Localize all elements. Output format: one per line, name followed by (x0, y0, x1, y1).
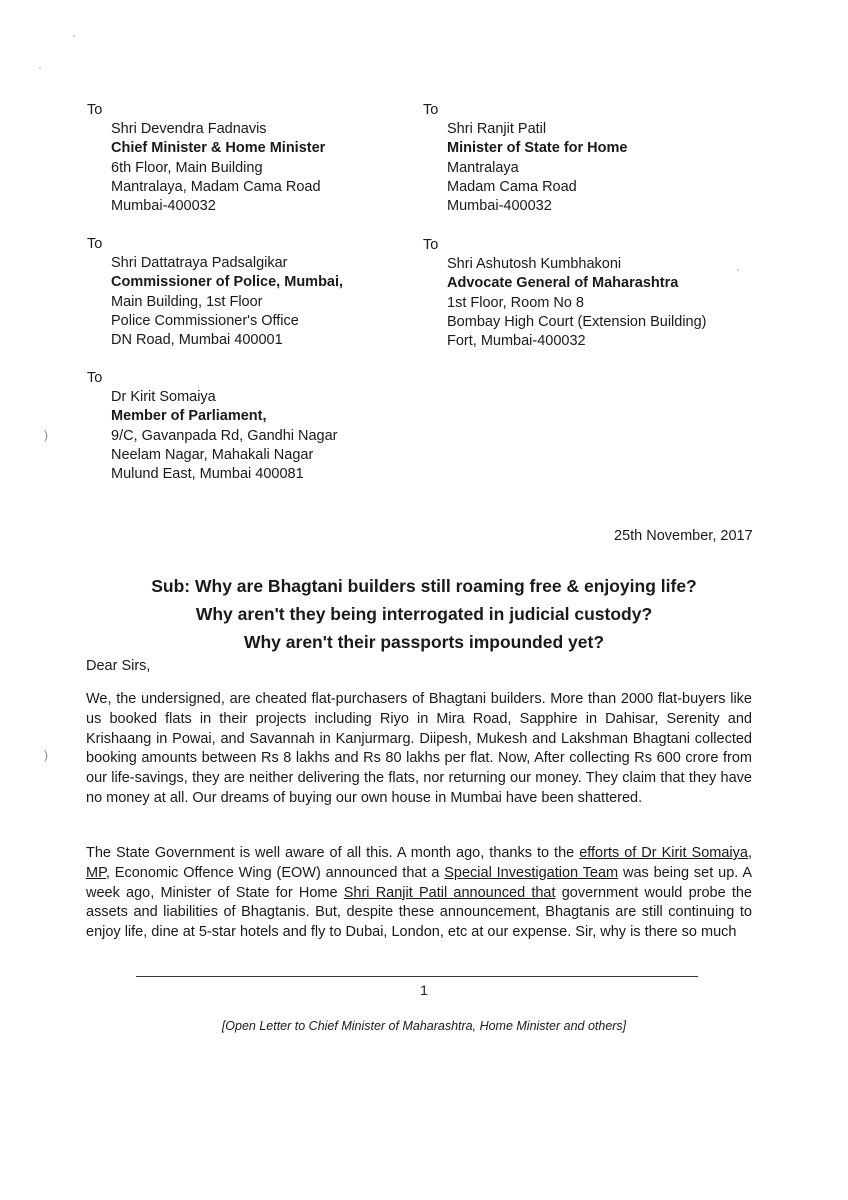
addressee-title: Commissioner of Police, Mumbai, (111, 274, 344, 291)
paragraph-text: was being set up. A week ago, Minister of State for Home (86, 864, 753, 901)
scan-speck: ) (44, 748, 48, 762)
subject-line: Sub: Why are Bhagtani builders still roaming free & enjoying life? (151, 576, 697, 596)
subject-line: Why aren't their passports impounded yet? (243, 632, 605, 652)
addressee-block-5 (87, 369, 338, 484)
footer-divider (136, 976, 698, 977)
paragraph-text: government would probe the assets and liabilities of Bhagtanis. But, despite these announcement, Bhagtanis are still continuing to enjoy life, dine at 5-star hotels and fly to Dubai, London, etc at our expense. Sir, why is there so much (86, 884, 752, 941)
scan-speck: · (736, 262, 740, 276)
to-label: To (87, 236, 103, 252)
to-label: To (87, 370, 103, 386)
subject-line: Why aren't they being interrogated in judicial custody? (195, 604, 653, 624)
salutation: Dear Sirs, (86, 658, 151, 674)
addressee-block-1 (87, 101, 326, 216)
address-line: Mumbai-400032 (111, 198, 216, 215)
addressee-name: Shri Devendra Fadnavis (111, 121, 267, 138)
addressee-name: Shri Ranjit Patil (447, 121, 547, 138)
scan-speck: · (38, 60, 42, 74)
scan-speck: ) (44, 428, 48, 442)
addressee-title: Member of Parliament, (111, 408, 267, 425)
address-line: Mantralaya (447, 159, 519, 176)
addressee-title: Minister of State for Home (447, 140, 628, 157)
body-paragraph-1: We, the undersigned, are cheated flat-purchasers of Bhagtani builders. More than 2000 flat-buyers like us booked flats in their projects including Riyo in Mira Road, Sapphire in Dahisar, Serenity and Krishaang in Powai, and Savannah in Kanjurmarg. Diipesh, Mukesh and Lakshman Bhagtani collected booking amounts between Rs 8 lakhs and Rs 80 lakhs per flat. Now, After collecting Rs 600 crore from our life-savings, they are neither delivering the flats, nor returning our money. They claim that they have no money at all. Our dreams of buying our own house in Mumbai have been shattered. (86, 691, 752, 806)
scan-speck: · (72, 28, 76, 42)
address-line: 9/C, Gavanpada Rd, Gandhi Nagar (111, 427, 338, 444)
to-label: To (423, 102, 439, 118)
underlined-text: Shri Ranjit Patil announced that (343, 884, 556, 901)
address-line: Neelam Nagar, Mahakali Nagar (111, 446, 314, 463)
addressee-title: Advocate General of Maharashtra (447, 275, 679, 292)
address-line: Mumbai-400032 (447, 198, 552, 215)
addressee-name: Shri Ashutosh Kumbhakoni (447, 256, 622, 273)
addressee-block-3 (87, 235, 344, 350)
address-line: Mantralaya, Madam Cama Road (111, 178, 321, 195)
letter-date: 25th November, 2017 (614, 528, 753, 544)
address-line: 1st Floor, Room No 8 (447, 294, 584, 311)
addressee-block-2 (423, 101, 628, 216)
address-line: Bombay High Court (Extension Building) (447, 313, 707, 330)
page-number: 1 (420, 982, 428, 998)
body-paragraph-2 (86, 844, 752, 943)
subject-heading (0, 572, 848, 656)
address-line: DN Road, Mumbai 400001 (111, 332, 283, 349)
paragraph-text: The State Government is well aware of all this. A month ago, thanks to the (86, 845, 580, 861)
addressee-name: Dr Kirit Somaiya (111, 389, 216, 406)
address-line: Madam Cama Road (447, 178, 577, 195)
address-line: 6th Floor, Main Building (111, 159, 263, 176)
address-line: Mulund East, Mumbai 400081 (111, 466, 304, 483)
paragraph-text: , Economic Offence Wing (EOW) announced that a (105, 864, 445, 881)
underlined-text: Special Investigation Team (444, 864, 619, 881)
underlined-text: efforts of Dr Kirit Somaiya, MP (86, 845, 752, 881)
addressee-name: Shri Dattatraya Padsalgikar (111, 255, 288, 272)
to-label: To (87, 102, 103, 118)
address-line: Main Building, 1st Floor (111, 293, 263, 310)
footer-note: [Open Letter to Chief Minister of Maharashtra, Home Minister and others] (221, 1019, 627, 1033)
addressee-title: Chief Minister & Home Minister (111, 140, 326, 157)
to-label: To (423, 237, 439, 253)
address-line: Police Commissioner's Office (111, 312, 299, 329)
address-line: Fort, Mumbai-400032 (447, 333, 586, 350)
addressee-block-4 (423, 236, 707, 351)
